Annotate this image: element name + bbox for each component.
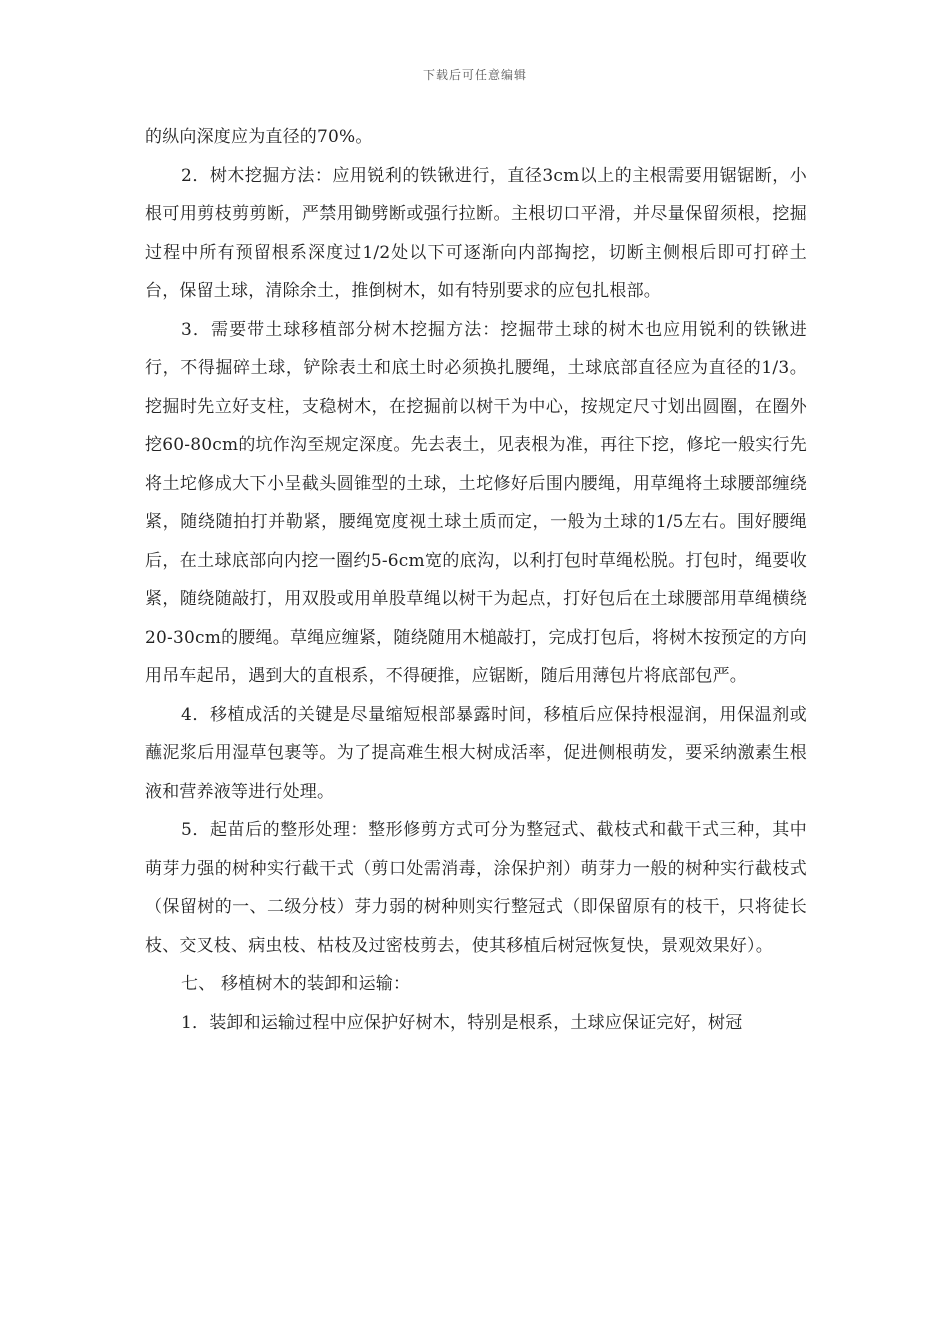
paragraph-digging-method: 2．树木挖掘方法：应用锐利的铁锹进行，直径3cm以上的主根需要用锯锯断，小根可用剪枝剪剪断，严禁用锄劈断或强行拉断。主根切口平滑，并尽量保留须根，挖掘过程中所有预留根系深度过1/2处以下可逐渐向内部掏挖，切断主侧根后即可打碎土台，保留土球，清除余土，推倒树木，如有特别要求的应包扎根部。 <box>145 165 807 301</box>
paragraph-pruning: 5．起苗后的整形处理：整形修剪方式可分为整冠式、截枝式和截干式三种，其中萌芽力强的树种实行截干式（剪口处需消毒，涂保护剂）萌芽力一般的树种实行截枝式（保留树的一、二级分枝）芽力弱的树种则实行整冠式（即保留原有的枝干，只将徒长枝、交叉枝、病虫枝、枯枝及过密枝剪去，使其移植后树冠恢复快，景观效果好）。 <box>145 820 807 956</box>
paragraph-survival-key: 4．移植成活的关键是尽量缩短根部暴露时间，移植后应保持根湿润，用保温剂或蘸泥浆后用湿草包裹等。为了提高难生根大树成活率，促进侧根萌发，要采纳激素生根液和营养液等进行处理。 <box>145 704 807 802</box>
section-heading-transport: 七、 移植树木的装卸和运输： <box>181 974 411 994</box>
paragraph-depth-continuation: 的纵向深度应为直径的70%。 <box>145 127 373 147</box>
paragraph-soil-ball-digging: 3．需要带土球移植部分树木挖掘方法：挖掘带土球的树木也应用锐利的铁锹进行，不得掘碎土球，铲除表土和底土时必须换扎腰绳，土球底部直径应为直径的1/3。挖掘时先立好支柱，支稳树木，在挖掘前以树干为中心，按规定尺寸划出圆圈，在圈外挖60-80cm的坑作沟至规定深度。先去表土，见表根为准，再往下挖，修坨一般实行先将土坨修成大下小呈截头圆锥型的土球，土坨修好后围内腰绳，用草绳将土球腰部缠绕紧，随绕随拍打并勒紧，腰绳宽度视土球土质而定，一般为土球的1/5左右。围好腰绳后，在土球底部向内挖一圈约5-6cm宽的底沟，以利打包时草绳松脱。打包时，绳要收紧，随绕随敲打，用双股或用单股草绳以树干为起点，打好包后在土球腰部用草绳横绕20-30cm的腰绳。草绳应缠紧，随绕随用木槌敲打，完成打包后，将树木按预定的方向用吊车起吊，遇到大的直根系，不得硬推，应锯断，随后用薄包片将底部包严。 <box>145 319 807 686</box>
document-body <box>145 118 807 1042</box>
page-header: 下载后可任意编辑 <box>422 68 527 82</box>
paragraph-loading-transport: 1．装卸和运输过程中应保护好树木，特别是根系，土球应保证完好，树冠 <box>181 1012 743 1033</box>
